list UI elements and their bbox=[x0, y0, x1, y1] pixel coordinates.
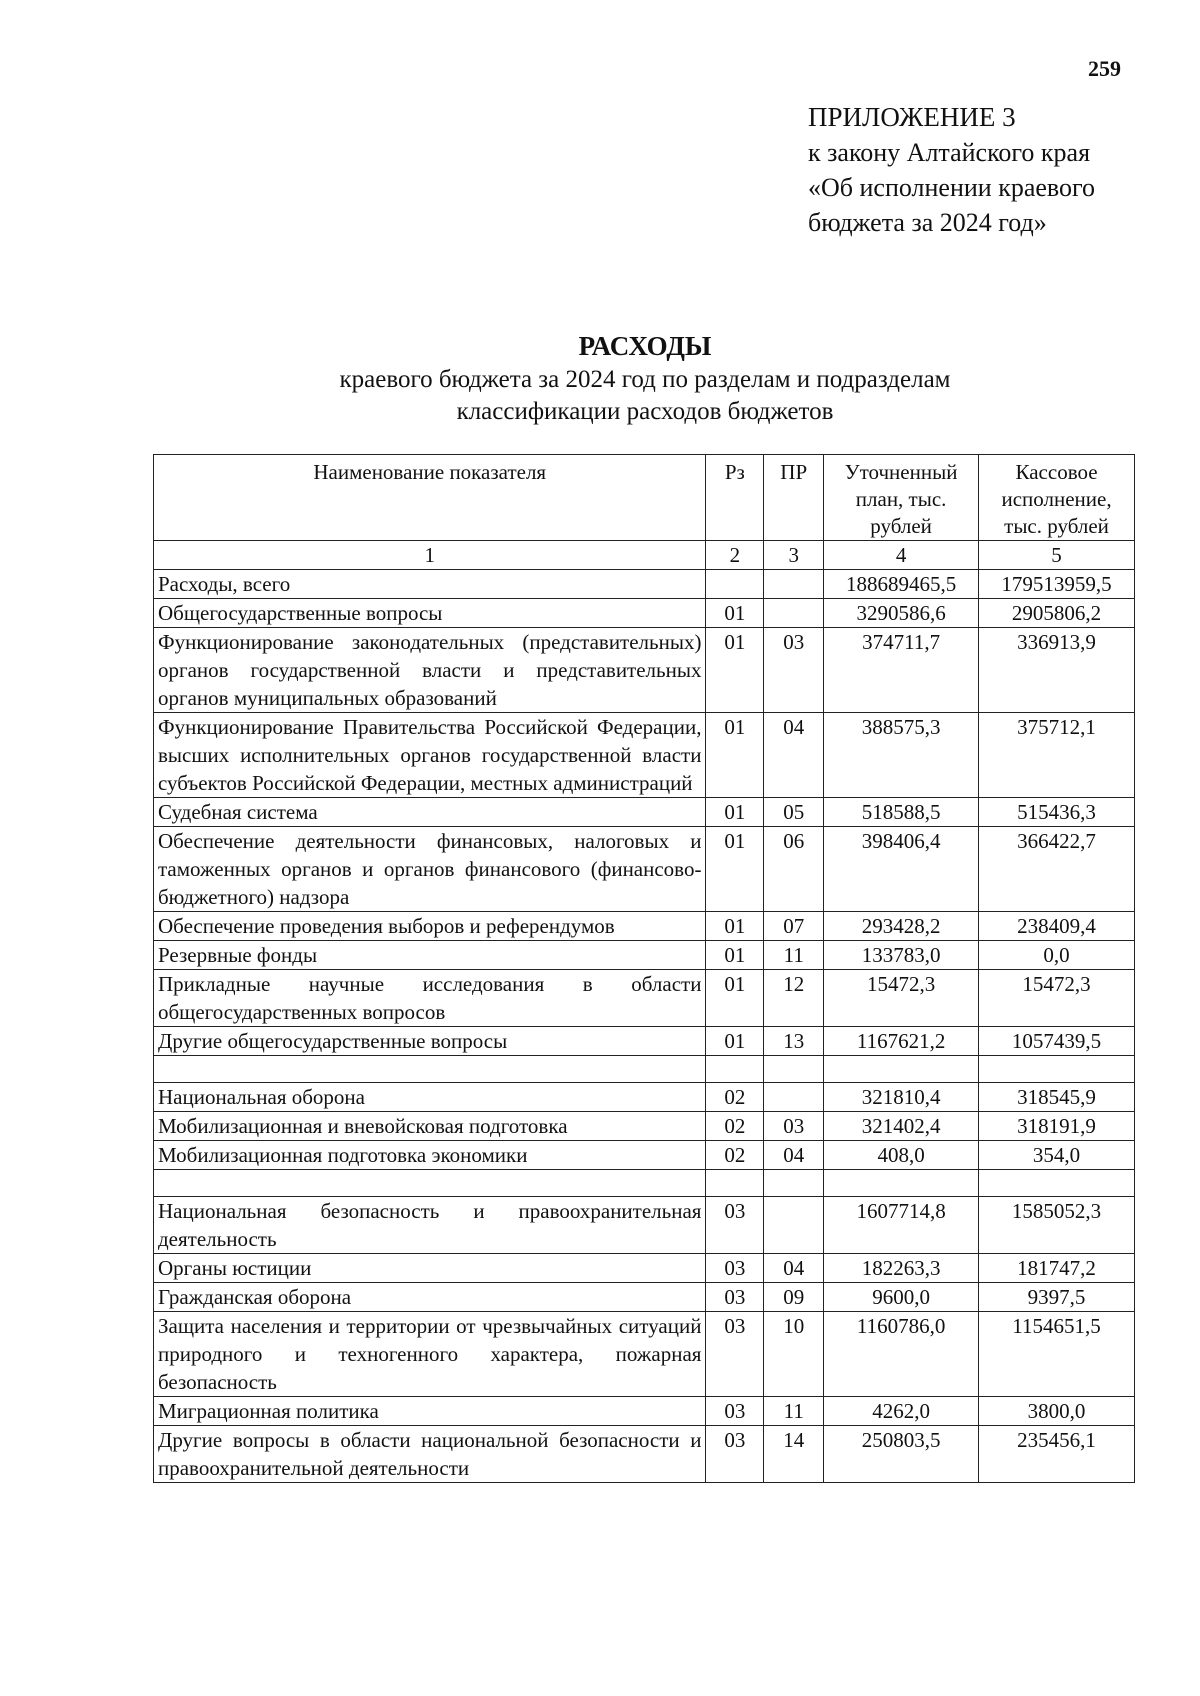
row-plan: 188689465,5 bbox=[824, 570, 979, 599]
row-pr: 04 bbox=[764, 1254, 824, 1283]
table-row bbox=[154, 1254, 1135, 1283]
column-number: 5 bbox=[979, 541, 1135, 570]
row-plan: 374711,7 bbox=[824, 628, 979, 713]
table-row bbox=[154, 1141, 1135, 1170]
row-exec: 515436,3 bbox=[979, 798, 1135, 827]
table-row bbox=[154, 713, 1135, 798]
row-pr bbox=[764, 1170, 824, 1197]
row-rz: 01 bbox=[706, 970, 764, 1027]
header-plan: Уточненный план, тыс. рублей bbox=[824, 455, 979, 541]
appendix-line: бюджета за 2024 год» bbox=[808, 208, 1047, 237]
row-pr: 05 bbox=[764, 798, 824, 827]
appendix-title: ПРИЛОЖЕНИЕ 3 bbox=[808, 102, 1016, 132]
column-number: 1 bbox=[154, 541, 706, 570]
appendix-line: «Об исполнении краевого bbox=[808, 173, 1096, 202]
row-plan: 1607714,8 bbox=[824, 1197, 979, 1254]
row-name: Органы юстиции bbox=[154, 1254, 706, 1283]
table-row bbox=[154, 827, 1135, 912]
row-pr bbox=[764, 570, 824, 599]
page-number: 259 bbox=[1088, 56, 1121, 81]
row-rz bbox=[706, 1056, 764, 1083]
row-pr: 10 bbox=[764, 1312, 824, 1397]
row-pr: 03 bbox=[764, 628, 824, 713]
row-rz: 03 bbox=[706, 1197, 764, 1254]
row-exec: 9397,5 bbox=[979, 1283, 1135, 1312]
heading-title: РАСХОДЫ bbox=[578, 331, 712, 361]
table-row bbox=[154, 912, 1135, 941]
table-row bbox=[154, 628, 1135, 713]
row-rz bbox=[706, 1170, 764, 1197]
expenses-table bbox=[153, 454, 1135, 1483]
row-plan: 9600,0 bbox=[824, 1283, 979, 1312]
document-heading bbox=[0, 328, 1200, 428]
row-pr: 12 bbox=[764, 970, 824, 1027]
row-rz: 01 bbox=[706, 827, 764, 912]
row-name: Резервные фонды bbox=[154, 941, 706, 970]
row-exec: 2905806,2 bbox=[979, 599, 1135, 628]
row-name: Функционирование Правительства Российской Федерации, высших исполнительных органов государственной власти субъектов Российской Федерации, местных администраций bbox=[154, 713, 706, 798]
row-rz: 01 bbox=[706, 713, 764, 798]
table-header-row bbox=[154, 455, 1135, 541]
row-exec: 3800,0 bbox=[979, 1397, 1135, 1426]
row-pr bbox=[764, 1197, 824, 1254]
row-exec: 1154651,5 bbox=[979, 1312, 1135, 1397]
table-row bbox=[154, 1083, 1135, 1112]
row-exec bbox=[979, 1056, 1135, 1083]
row-exec: 318191,9 bbox=[979, 1112, 1135, 1141]
row-rz: 01 bbox=[706, 599, 764, 628]
row-exec bbox=[979, 1170, 1135, 1197]
row-plan: 388575,3 bbox=[824, 713, 979, 798]
row-exec: 1585052,3 bbox=[979, 1197, 1135, 1254]
row-rz: 03 bbox=[706, 1426, 764, 1483]
row-pr: 07 bbox=[764, 912, 824, 941]
row-exec: 235456,1 bbox=[979, 1426, 1135, 1483]
row-name: Расходы, всего bbox=[154, 570, 706, 599]
header-rz: Рз bbox=[706, 455, 764, 541]
row-rz: 03 bbox=[706, 1312, 764, 1397]
table-row bbox=[154, 1056, 1135, 1083]
row-plan: 398406,4 bbox=[824, 827, 979, 912]
row-exec: 354,0 bbox=[979, 1141, 1135, 1170]
row-rz: 01 bbox=[706, 1027, 764, 1056]
row-pr: 03 bbox=[764, 1112, 824, 1141]
row-name: Национальная оборона bbox=[154, 1083, 706, 1112]
row-plan bbox=[824, 1170, 979, 1197]
table-row bbox=[154, 1312, 1135, 1397]
row-name: Прикладные научные исследования в области общегосударственных вопросов bbox=[154, 970, 706, 1027]
table-row bbox=[154, 1170, 1135, 1197]
table-row bbox=[154, 941, 1135, 970]
table-row bbox=[154, 1197, 1135, 1254]
table-row bbox=[154, 1112, 1135, 1141]
row-plan: 321402,4 bbox=[824, 1112, 979, 1141]
row-plan: 321810,4 bbox=[824, 1083, 979, 1112]
row-exec: 1057439,5 bbox=[979, 1027, 1135, 1056]
row-name: Национальная безопасность и правоохранительная деятельность bbox=[154, 1197, 706, 1254]
row-name: Мобилизационная подготовка экономики bbox=[154, 1141, 706, 1170]
column-number: 3 bbox=[764, 541, 824, 570]
row-rz: 01 bbox=[706, 941, 764, 970]
row-plan: 4262,0 bbox=[824, 1397, 979, 1426]
row-pr bbox=[764, 599, 824, 628]
row-exec: 179513959,5 bbox=[979, 570, 1135, 599]
column-number: 2 bbox=[706, 541, 764, 570]
row-name bbox=[154, 1170, 706, 1197]
column-number-row bbox=[154, 541, 1135, 570]
row-exec: 238409,4 bbox=[979, 912, 1135, 941]
header-exec: Кассовое исполнение, тыс. рублей bbox=[979, 455, 1135, 541]
row-rz: 02 bbox=[706, 1112, 764, 1141]
row-pr: 04 bbox=[764, 1141, 824, 1170]
row-rz bbox=[706, 570, 764, 599]
row-exec: 318545,9 bbox=[979, 1083, 1135, 1112]
column-number: 4 bbox=[824, 541, 979, 570]
row-name: Функционирование законодательных (представительных) органов государственной власти и представительных органов муниципальных образований bbox=[154, 628, 706, 713]
heading-subtitle: краевого бюджета за 2024 год по разделам и подразделам bbox=[339, 366, 951, 393]
row-pr bbox=[764, 1083, 824, 1112]
header-name: Наименование показателя bbox=[154, 455, 706, 541]
row-pr: 14 bbox=[764, 1426, 824, 1483]
table-row bbox=[154, 970, 1135, 1027]
row-plan: 408,0 bbox=[824, 1141, 979, 1170]
row-exec: 15472,3 bbox=[979, 970, 1135, 1027]
row-pr bbox=[764, 1056, 824, 1083]
row-plan: 293428,2 bbox=[824, 912, 979, 941]
row-exec: 336913,9 bbox=[979, 628, 1135, 713]
row-plan: 1167621,2 bbox=[824, 1027, 979, 1056]
row-rz: 01 bbox=[706, 912, 764, 941]
row-pr: 09 bbox=[764, 1283, 824, 1312]
row-plan: 518588,5 bbox=[824, 798, 979, 827]
row-pr: 06 bbox=[764, 827, 824, 912]
table-row bbox=[154, 599, 1135, 628]
row-plan: 182263,3 bbox=[824, 1254, 979, 1283]
row-pr: 11 bbox=[764, 941, 824, 970]
row-exec: 366422,7 bbox=[979, 827, 1135, 912]
row-name: Обеспечение деятельности финансовых, налоговых и таможенных органов и органов финансового (финансово-бюджетного) надзора bbox=[154, 827, 706, 912]
row-rz: 03 bbox=[706, 1397, 764, 1426]
table-row bbox=[154, 570, 1135, 599]
row-name: Миграционная политика bbox=[154, 1397, 706, 1426]
row-plan: 15472,3 bbox=[824, 970, 979, 1027]
table-row bbox=[154, 1027, 1135, 1056]
row-rz: 02 bbox=[706, 1083, 764, 1112]
table-row bbox=[154, 1283, 1135, 1312]
row-plan: 133783,0 bbox=[824, 941, 979, 970]
row-name: Обеспечение проведения выборов и референдумов bbox=[154, 912, 706, 941]
row-plan bbox=[824, 1056, 979, 1083]
row-exec: 181747,2 bbox=[979, 1254, 1135, 1283]
row-rz: 02 bbox=[706, 1141, 764, 1170]
row-name: Другие вопросы в области национальной безопасности и правоохранительной деятельности bbox=[154, 1426, 706, 1483]
table-body bbox=[154, 570, 1135, 1483]
row-rz: 03 bbox=[706, 1254, 764, 1283]
row-name bbox=[154, 1056, 706, 1083]
row-exec: 375712,1 bbox=[979, 713, 1135, 798]
row-pr: 13 bbox=[764, 1027, 824, 1056]
row-rz: 03 bbox=[706, 1283, 764, 1312]
table-row bbox=[154, 798, 1135, 827]
header-pr: ПР bbox=[764, 455, 824, 541]
table-row bbox=[154, 1397, 1135, 1426]
row-name: Гражданская оборона bbox=[154, 1283, 706, 1312]
row-plan: 1160786,0 bbox=[824, 1312, 979, 1397]
row-name: Судебная система bbox=[154, 798, 706, 827]
row-pr: 11 bbox=[764, 1397, 824, 1426]
row-name: Мобилизационная и вневойсковая подготовка bbox=[154, 1112, 706, 1141]
heading-subtitle: классификации расходов бюджетов bbox=[456, 398, 834, 425]
row-name: Общегосударственные вопросы bbox=[154, 599, 706, 628]
row-name: Защита населения и территории от чрезвычайных ситуаций природного и техногенного характера, пожарная безопасность bbox=[154, 1312, 706, 1397]
row-pr: 04 bbox=[764, 713, 824, 798]
row-plan: 3290586,6 bbox=[824, 599, 979, 628]
row-exec: 0,0 bbox=[979, 941, 1135, 970]
table-row bbox=[154, 1426, 1135, 1483]
row-rz: 01 bbox=[706, 798, 764, 827]
row-name: Другие общегосударственные вопросы bbox=[154, 1027, 706, 1056]
appendix-block bbox=[808, 100, 1095, 240]
appendix-line: к закону Алтайского края bbox=[808, 138, 1091, 167]
row-rz: 01 bbox=[706, 628, 764, 713]
row-plan: 250803,5 bbox=[824, 1426, 979, 1483]
